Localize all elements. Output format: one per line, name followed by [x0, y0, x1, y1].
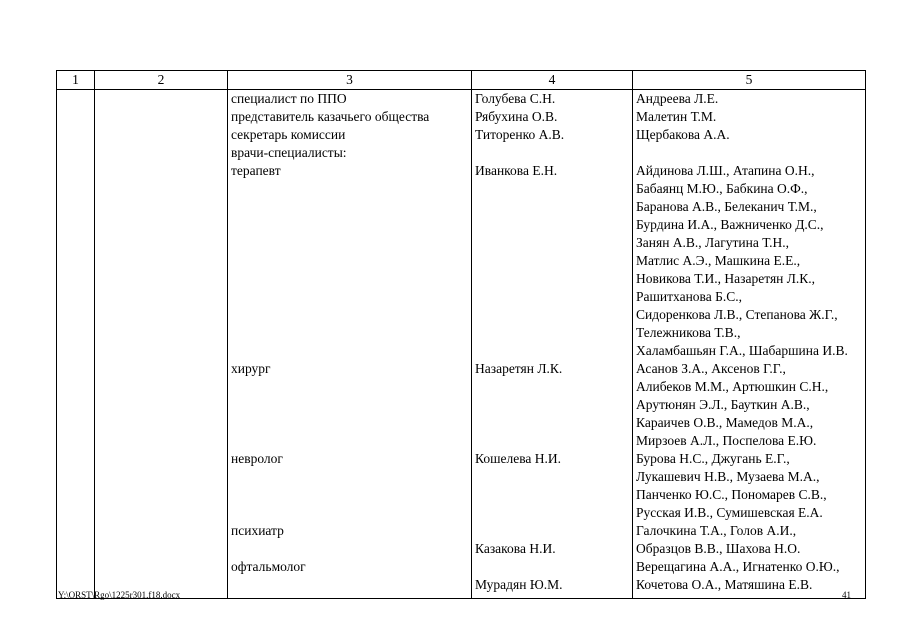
column-header-5: 5: [633, 71, 866, 90]
cell-line: [231, 432, 468, 450]
cell-line: Андреева Л.Е.: [636, 91, 719, 106]
cell-line: невролог: [231, 451, 283, 466]
cell-line: Арутюнян Э.Л., Бауткин А.В.,: [636, 397, 810, 412]
cell-line: [231, 288, 468, 306]
cell-line: [231, 468, 468, 486]
cell-line: [475, 270, 629, 288]
cell-line: Голубева С.Н.: [475, 91, 556, 106]
cell-line: Новикова Т.И., Назаретян Л.К.,: [636, 271, 816, 286]
cell-line: [475, 378, 629, 396]
cell-line: Алибеков М.М., Артюшкин С.Н.,: [636, 379, 829, 394]
cell-line: Халамбашьян Г.А., Шабаршина И.В.: [636, 343, 848, 358]
column-header-3: 3: [228, 71, 472, 90]
cell-line: Панченко Ю.С., Пономарев С.В.,: [636, 487, 827, 502]
cell-line: [231, 306, 468, 324]
table-header-row: [57, 71, 866, 90]
cell-line: [475, 342, 629, 360]
cell-line: [475, 324, 629, 342]
cell-line: Мурадян Ю.М.: [475, 577, 563, 592]
cell-line: Иванкова Е.Н.: [475, 163, 558, 178]
cell-line: [231, 414, 468, 432]
cell-line: Титоренко А.В.: [475, 127, 565, 142]
cell-line: секретарь комиссии: [231, 127, 346, 142]
cell-col4-chairs: [472, 90, 633, 599]
cell-line: [231, 234, 468, 252]
cell-line: Рашитханова Б.С.,: [636, 289, 743, 304]
cell-line: специалист по ППО: [231, 91, 347, 106]
cell-line: [231, 504, 468, 522]
cell-line: [475, 504, 629, 522]
column-header-1: 1: [57, 71, 95, 90]
column-header-4: 4: [472, 71, 633, 90]
cell-line: Галочкина Т.А., Голов А.И.,: [636, 523, 797, 538]
cell-line: Щербакова А.А.: [636, 127, 730, 142]
cell-col2: [95, 90, 228, 599]
cell-line: [231, 396, 468, 414]
cell-line: [231, 270, 468, 288]
cell-line: психиатр: [231, 523, 284, 538]
cell-line: [231, 378, 468, 396]
cell-line: [231, 324, 468, 342]
cell-line: Рябухина О.В.: [475, 109, 558, 124]
cell-line: [231, 198, 468, 216]
cell-line: Казакова Н.И.: [475, 541, 556, 556]
cell-line: [475, 252, 629, 270]
cell-line: Айдинова Л.Ш., Атапина О.Н.,: [636, 163, 815, 178]
cell-col5-members: [633, 90, 866, 599]
cell-line: [475, 288, 629, 306]
cell-line: Кошелева Н.И.: [475, 451, 562, 466]
cell-line: Баранова А.В., Белеканич Т.М.,: [636, 199, 817, 214]
cell-line: терапевт: [231, 163, 281, 178]
cell-line: [475, 432, 629, 450]
cell-line: [475, 198, 629, 216]
cell-line: хирург: [231, 361, 271, 376]
cell-line: [475, 180, 629, 198]
footer-page-number: 41: [842, 590, 851, 600]
cell-line: Сидоренкова Л.В., Степанова Ж.Г.,: [636, 307, 838, 322]
cell-line: [231, 342, 468, 360]
cell-line: Бабаянц М.Ю., Бабкина О.Ф.,: [636, 181, 808, 196]
cell-line: Назаретян Л.К.: [475, 361, 563, 376]
cell-line: Асанов З.А., Аксенов Г.Г.,: [636, 361, 786, 376]
cell-line: Русская И.В., Сумишевская Е.А.: [636, 505, 823, 520]
cell-line: Мирзоев А.Л., Поспелова Е.Ю.: [636, 433, 817, 448]
cell-line: [475, 522, 629, 540]
cell-line: Верещагина А.А., Игнатенко О.Ю.,: [636, 559, 840, 574]
cell-line: [475, 486, 629, 504]
cell-line: [475, 396, 629, 414]
cell-col3-roles: [228, 90, 472, 599]
cell-line: Малетин Т.М.: [636, 109, 717, 124]
cell-line: Матлис А.Э., Машкина Е.Е.,: [636, 253, 801, 268]
cell-line: [231, 486, 468, 504]
table-row: [57, 90, 866, 599]
cell-line: Кочетова О.А., Матяшина Е.В.: [636, 577, 813, 592]
cell-line: [475, 468, 629, 486]
cell-line: Образцов В.В., Шахова Н.О.: [636, 541, 801, 556]
cell-line: [475, 216, 629, 234]
cell-line: офтальмолог: [231, 559, 306, 574]
cell-line: [475, 144, 629, 162]
cell-line: Занян А.В., Лагутина Т.Н.,: [636, 235, 789, 250]
cell-line: Тележникова Т.В.,: [636, 325, 741, 340]
cell-line: [475, 306, 629, 324]
cell-line: Бурова Н.С., Джугань Е.Г.,: [636, 451, 790, 466]
cell-line: врачи-специалисты:: [231, 145, 347, 160]
column-header-2: 2: [95, 71, 228, 90]
footer-file-path: Y:\ORST\Rgo\1225r301.f18.docx: [58, 590, 181, 600]
document-table: [56, 70, 866, 599]
cell-line: Бурдина И.А., Важниченко Д.С.,: [636, 217, 824, 232]
cell-line: [231, 216, 468, 234]
cell-line: [475, 414, 629, 432]
cell-line: Караичев О.В., Мамедов М.А.,: [636, 415, 814, 430]
cell-line: [231, 540, 468, 558]
cell-line: [636, 144, 862, 162]
cell-col1: [57, 90, 95, 599]
cell-line: [475, 558, 629, 576]
cell-line: [475, 234, 629, 252]
cell-line: [231, 252, 468, 270]
cell-line: представитель казачьего общества: [231, 109, 430, 124]
cell-line: [231, 180, 468, 198]
cell-line: Лукашевич Н.В., Музаева М.А.,: [636, 469, 820, 484]
